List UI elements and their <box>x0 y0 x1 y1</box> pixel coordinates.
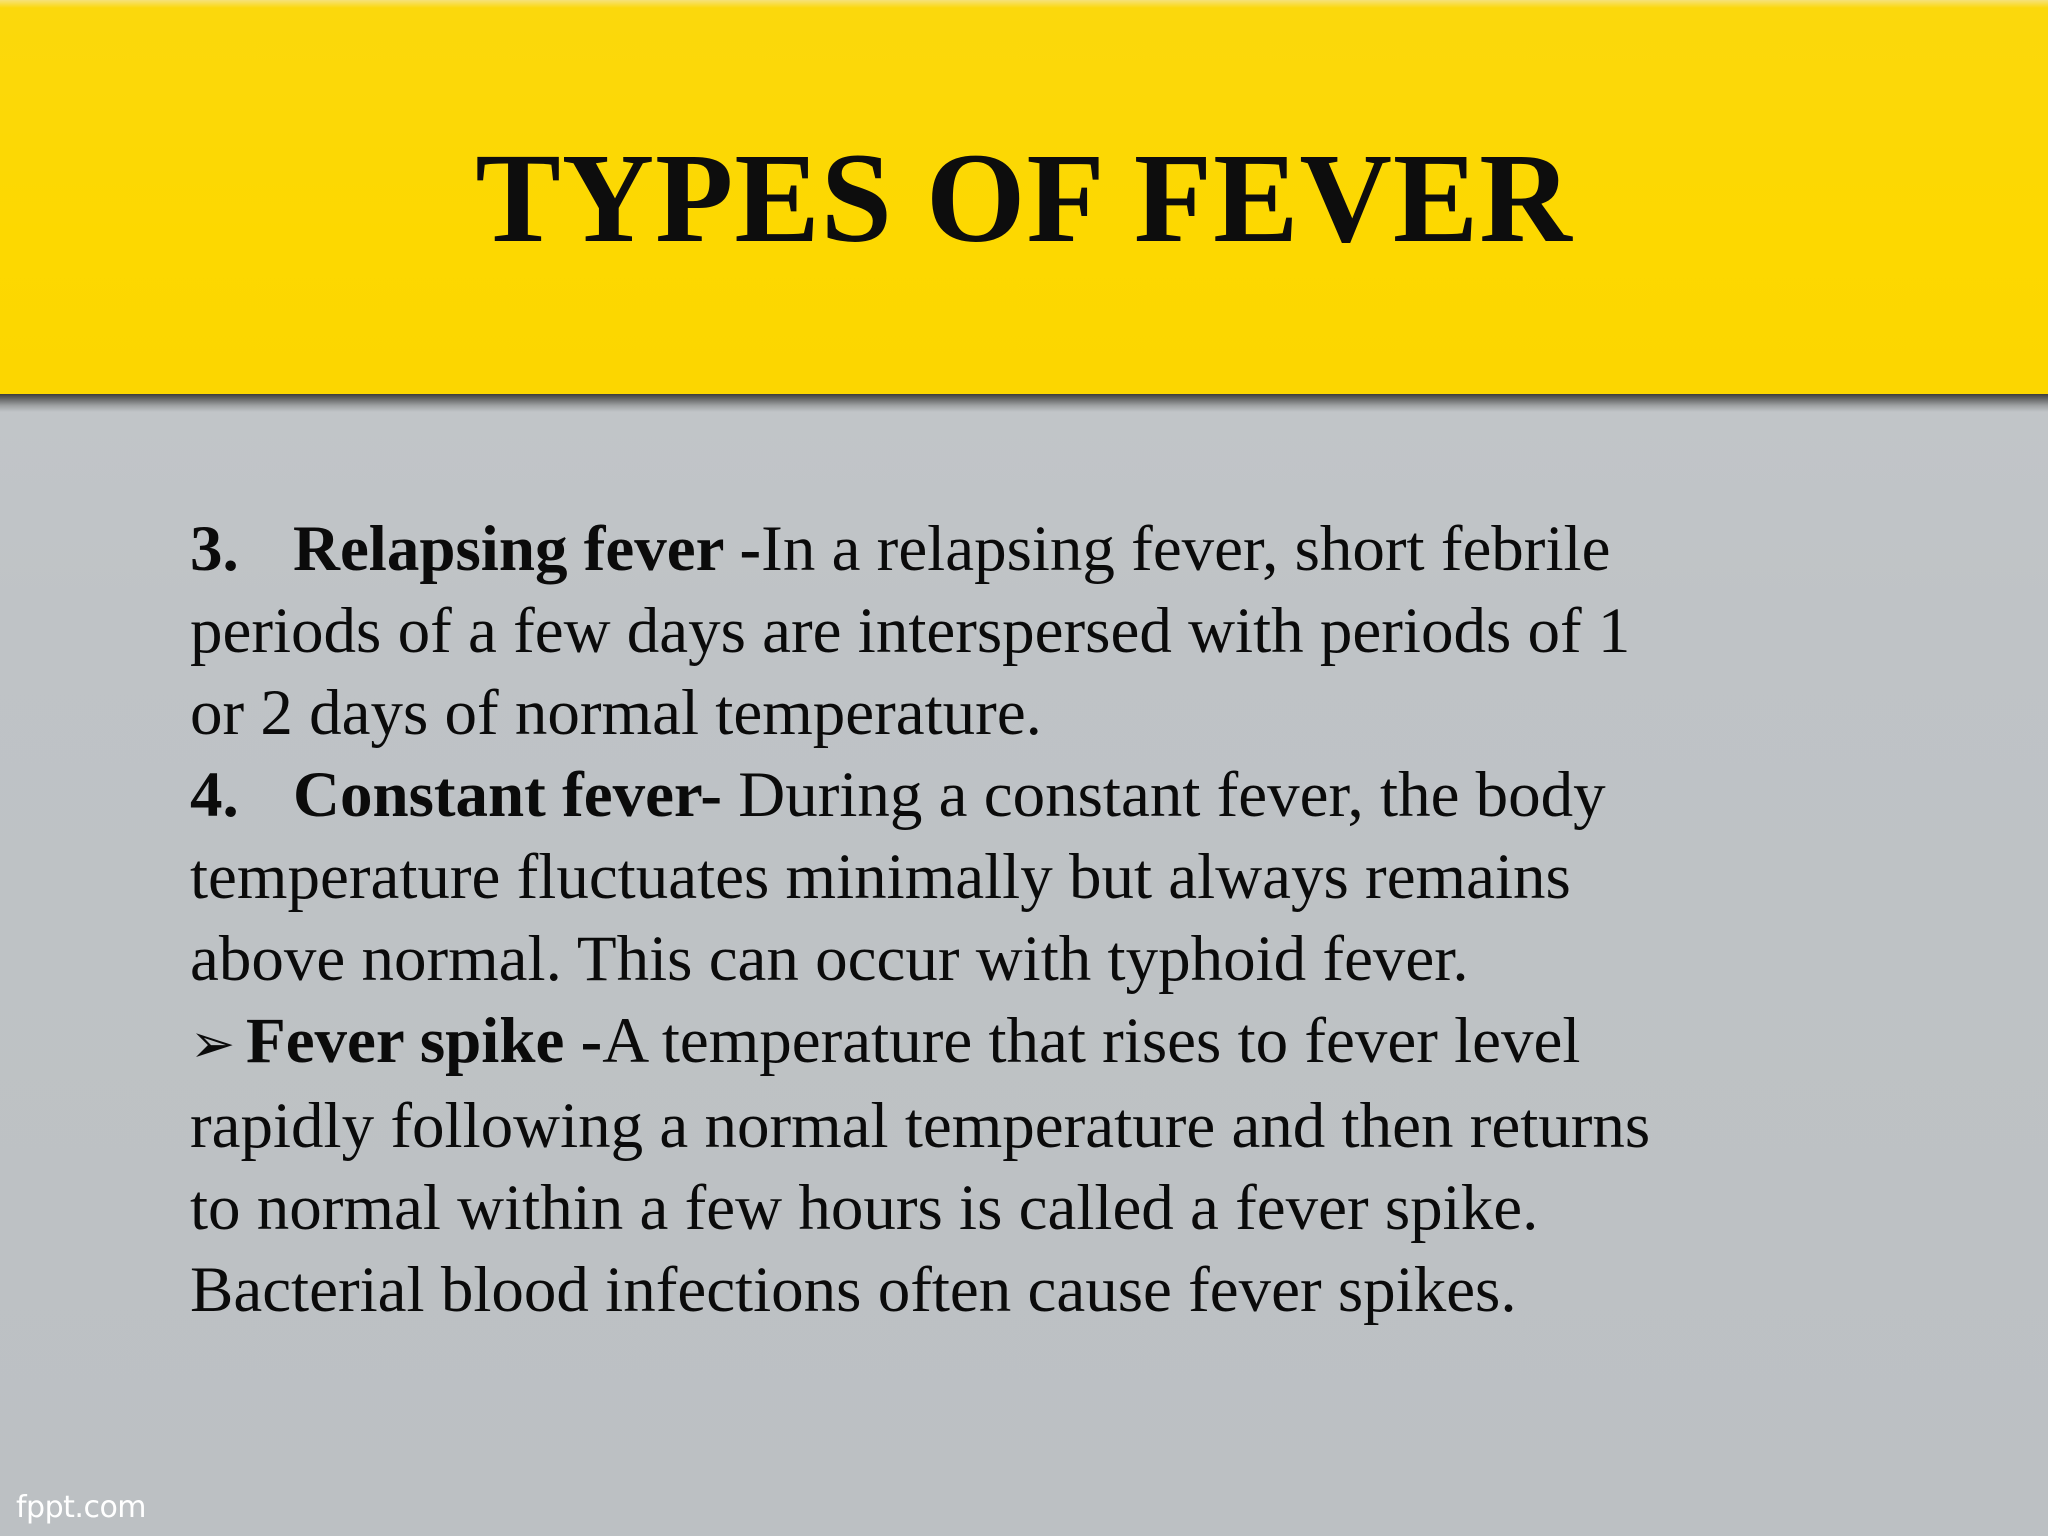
slide-title: TYPES OF FEVER <box>475 127 1573 269</box>
item-number: 3. <box>190 513 239 585</box>
item-3-line-3: or 2 days of normal temperature. <box>190 677 1042 749</box>
item-term: Constant fever- <box>293 759 723 831</box>
item-text: In a relapsing fever, short febrile <box>761 513 1611 585</box>
slide-content <box>190 508 1750 1331</box>
bullet-line-1 <box>190 1000 1750 1085</box>
item-4-line-3: above normal. This can occur with typhoid fever. <box>190 923 1469 995</box>
footer-watermark: fppt.com <box>16 1490 147 1525</box>
bullet-line-4: Bacterial blood infections often cause fever spikes. <box>190 1254 1517 1326</box>
item-3-line-2: periods of a few days are interspersed with periods of 1 <box>190 595 1631 667</box>
bullet-term: Fever spike - <box>246 1005 603 1077</box>
bullet-line-3: to normal within a few hours is called a fever spike. <box>190 1172 1539 1244</box>
arrow-bullet-icon: ➢ <box>190 1012 236 1075</box>
header-shadow <box>0 394 2048 412</box>
item-number: 4. <box>190 759 239 831</box>
item-3-line-1 <box>190 508 1750 590</box>
item-text: During a constant fever, the body <box>722 759 1606 831</box>
item-4-line-1 <box>190 754 1750 836</box>
item-4-line-2: temperature fluctuates minimally but always remains <box>190 841 1571 913</box>
bullet-text: A temperature that rises to fever level <box>602 1005 1581 1077</box>
item-term: Relapsing fever - <box>293 513 762 585</box>
bullet-line-2: rapidly following a normal temperature and then returns <box>190 1090 1651 1162</box>
